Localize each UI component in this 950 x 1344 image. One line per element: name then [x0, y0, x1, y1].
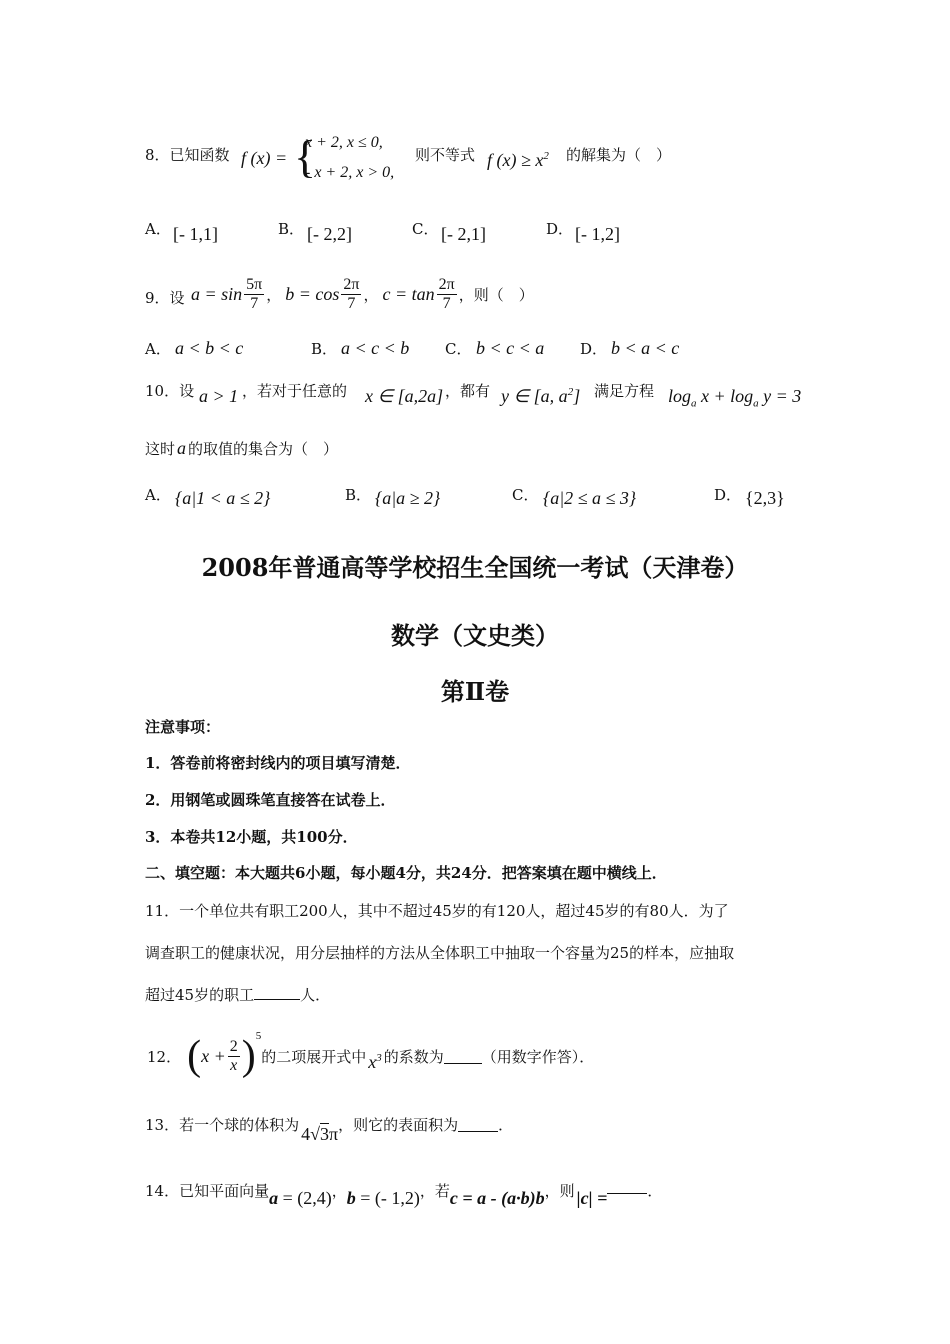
q8-option-d-label: D．	[546, 220, 574, 238]
q8-case1: x + 2, x ≤ 0,	[305, 134, 383, 151]
q12-frac: $\frac{2}{x}$	[229, 1037, 238, 1074]
q8-fx: f (x) =	[241, 148, 288, 168]
q8-option-d-value: [- 1,2]	[575, 224, 620, 244]
q14-c-abs: |c| =	[576, 1187, 608, 1208]
q9-option-c-value: b < c < a	[476, 338, 545, 358]
q10-option-b-label: B．	[345, 486, 372, 504]
q10-equation: $\log_a x + \log_a y = 3$	[668, 386, 802, 410]
q8-prefix: 8．已知函数	[145, 146, 230, 164]
q9-option-d-value: b < a < c	[611, 338, 680, 358]
q14-stem: 14．已知平面向量 a = (2,4) ， b = (- 1,2) ，若 c = a - (a·b)b ，则 |c| = ．	[145, 1181, 663, 1208]
q9-prefix: 9．设	[145, 289, 185, 307]
q10-option-c-value: {a|2 ≤ a ≤ 3}	[543, 488, 637, 508]
q8-option-c-value: [- 2,1]	[441, 224, 486, 244]
q9-option-b-label: B．	[311, 340, 338, 358]
q10-options	[145, 484, 845, 518]
q10-y-range: y ∈ [a, $a^2$]	[501, 386, 581, 406]
q14-answer-blank[interactable]	[607, 1183, 647, 1194]
q13-answer-blank[interactable]	[458, 1117, 498, 1132]
q10-x-range: x ∈ [a,2a]	[365, 386, 444, 406]
q9-option-a-value: a < b < c	[175, 338, 244, 358]
q10-option-a-value: {a|1 < a ≤ 2}	[175, 488, 271, 508]
q10-option-a-label: A．	[145, 486, 171, 504]
q10-option-d-label: D．	[714, 486, 742, 504]
q13-stem: 13．若一个球的体积为 4√3π ，则它的表面积为 ．	[145, 1115, 514, 1144]
q9-option-a-label: A．	[145, 340, 171, 358]
q10-option-c-label: C．	[512, 486, 539, 504]
q10-option-b-value: {a|a ≥ 2}	[375, 488, 441, 508]
q9-stem: 9．设 a = sin $\frac{5\pi}{7}$ ， b = cos $\frac{2\pi}{7}$ ， c = tan $\frac{2\pi}{7}$ ，则（ ）	[145, 276, 534, 312]
q9-b: b = cos	[285, 283, 340, 304]
q11-line2: 调查职工的健康状况，用分层抽样的方法从全体职工中抽取一个容量为25的样本，应抽取	[145, 944, 735, 962]
q14-c-expr: c = a - (a·b)b	[449, 1187, 545, 1208]
q11-line1: 11．一个单位共有职工200人，其中不超过45岁的有120人，超过45岁的有80人．为了	[145, 902, 729, 920]
notes-item-2: 2．用钢笔或圆珠笔直接答在试卷上．	[145, 791, 396, 809]
q9-a-frac: $\frac{5\pi}{7}$	[246, 276, 263, 312]
q8-brace: {	[294, 131, 317, 182]
q10-mid3: 满足方程	[594, 382, 655, 400]
q13-volume: 4√3π	[301, 1123, 339, 1144]
q8-middle: 则不等式	[415, 146, 476, 164]
q9-suffix: ，则（ ）	[458, 285, 534, 304]
exam-part: 第Ⅱ卷	[440, 677, 510, 706]
q8-option-b-value: [- 2,2]	[307, 224, 352, 244]
q8-ineq: f $(x) \ge x^2$	[487, 150, 549, 170]
q9-options	[145, 338, 845, 366]
q9-option-d-label: D．	[580, 340, 608, 358]
q8-option-a-value: [- 1,1]	[173, 224, 218, 244]
q12-stem: 12． ( x + $\frac{2}{x}$ ) 5 的二项展开式中 $x^3$ 的系数为 （用数字作答）．	[147, 1030, 595, 1079]
q11-answer-blank[interactable]	[254, 999, 300, 1000]
q8-case2: - x + 2, x > 0,	[305, 164, 395, 181]
q8-option-a-label: A．	[145, 220, 171, 238]
q8-stem	[145, 131, 672, 188]
notes-item-1: 1．答卷前将密封线内的项目填写清楚．	[145, 754, 411, 772]
q10-stem	[145, 380, 845, 414]
q9-option-c-label: C．	[445, 340, 472, 358]
q8-option-c-label: C．	[412, 220, 439, 238]
q12-answer-blank[interactable]	[444, 1049, 482, 1064]
q10-line2: 这时 a 的取值的集合为（ ）	[145, 438, 339, 458]
q11-line3: 超过45岁的职工 人．	[145, 986, 331, 1004]
q9-c-frac: $\frac{2\pi}{7}$	[438, 276, 455, 312]
notes-item-3: 3．本卷共12小题，共100分．	[145, 828, 358, 846]
q10-mid2: ，都有	[445, 382, 491, 400]
q9-b-frac: $\frac{2\pi}{7}$	[343, 276, 360, 312]
exam-title: 2008年普通高等学校招生全国统一考试（天津卷）	[201, 553, 749, 582]
q8-suffix: 的解集为（ ）	[566, 146, 672, 164]
q9-a: a = sin	[191, 283, 243, 304]
notes-header: 注意事项：	[145, 718, 221, 736]
q10-cond: a > 1	[199, 386, 239, 406]
q10-mid1: ，若对于任意的	[242, 382, 348, 400]
q10-prefix: 10．设	[145, 382, 195, 400]
q10-option-d-value: {2,3}	[745, 488, 785, 508]
exam-subtitle: 数学（文史类）	[391, 621, 559, 650]
q9-c: c = tan	[382, 283, 435, 304]
q8-options	[145, 218, 845, 252]
q8-option-b-label: B．	[278, 220, 305, 238]
q9-option-b-value: a < c < b	[341, 338, 410, 358]
section-header: 二、填空题：本大题共6小题，每小题4分，共24分．把答案填在题中横线上．	[145, 864, 667, 882]
